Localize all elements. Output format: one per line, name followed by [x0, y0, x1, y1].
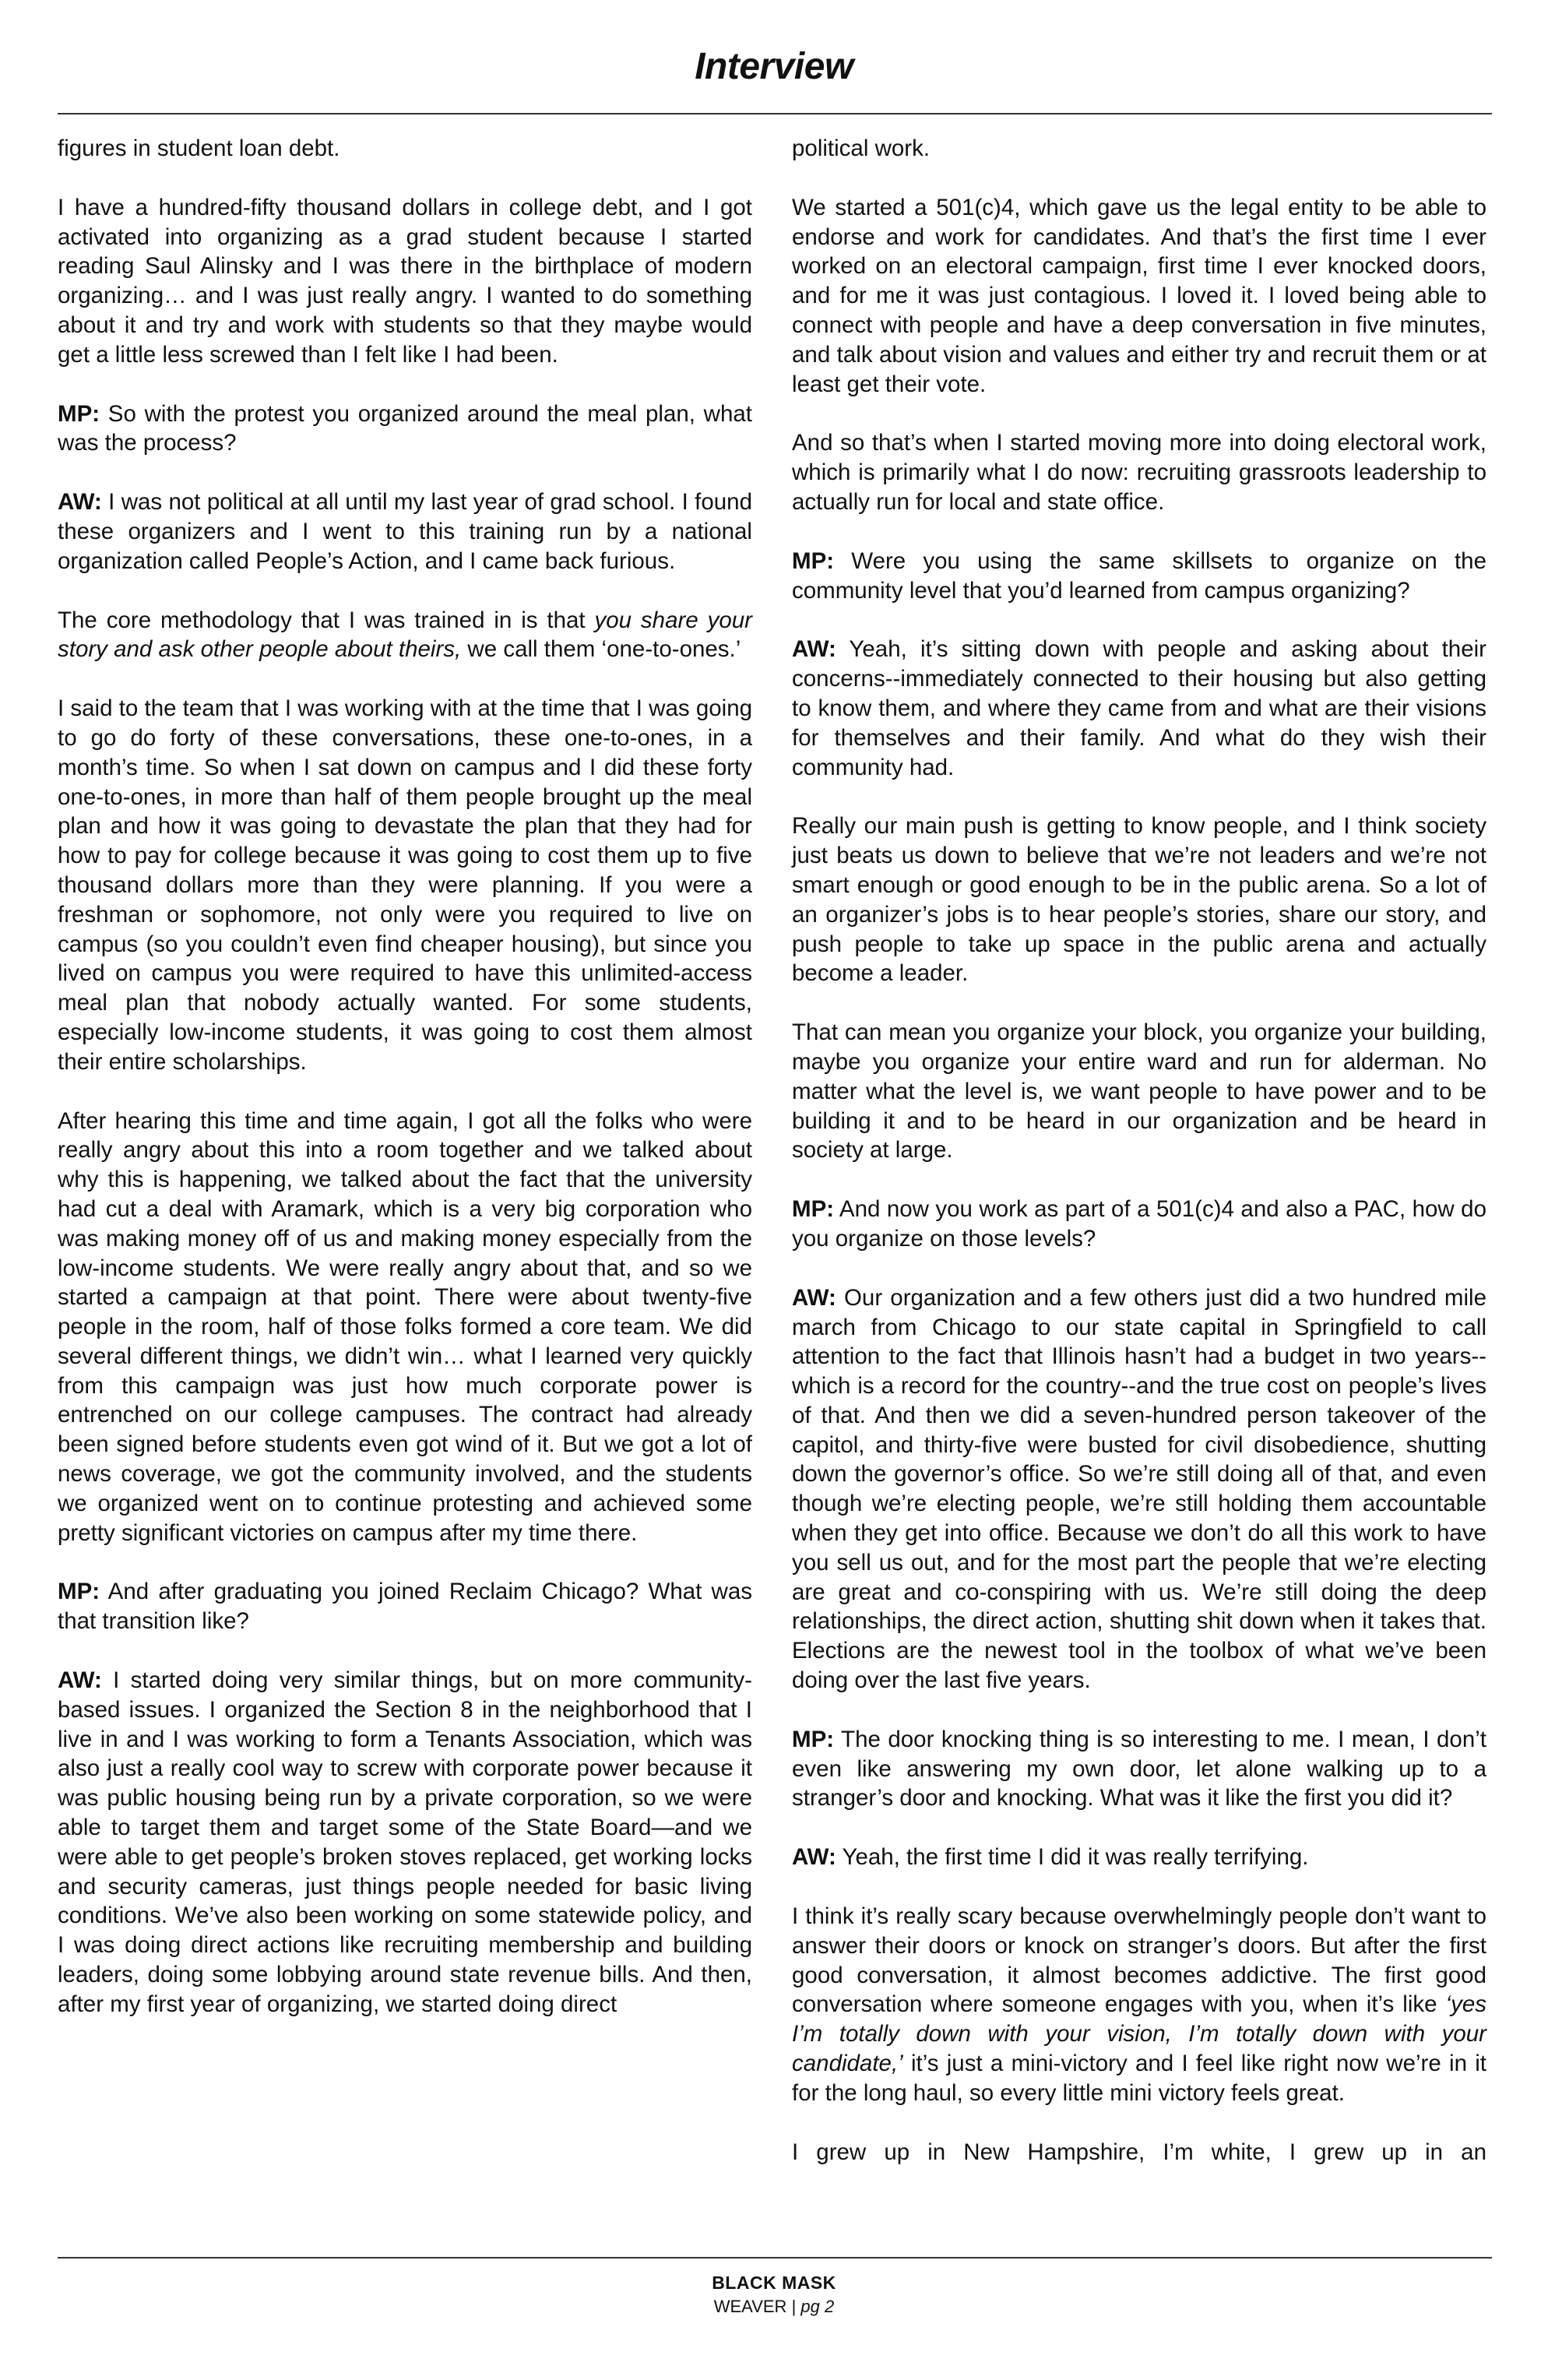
paragraph-text: And so that’s when I started moving more into doing electoral work, which is primarily what I do now: recruiting grassroots leadership to actually run for local and state office. [792, 430, 1486, 515]
paragraph-text: I think it’s really scary because overwhelmingly people don’t want to answer their doors or knock on stranger’s doors. But after the first good conversation, it almost becomes addictive. The first good conversation where someone engages with you, when it’s like [792, 1903, 1486, 2018]
right-column [792, 134, 1486, 2167]
paragraph-text: we call them ‘one-to-ones.’ [461, 636, 741, 663]
left-column [58, 134, 752, 2049]
paragraph-text: Yeah, the first time I did it was really terrifying. [836, 1844, 1309, 1871]
paragraph [792, 547, 1486, 606]
paragraph-text: it’s just a mini-victory and I feel like right now we’re in it for the long haul, so every little mini victory feels great. [792, 2051, 1486, 2106]
magazine-name: BLACK MASK [712, 2273, 836, 2293]
paragraph [58, 694, 752, 1076]
paragraph [58, 400, 752, 459]
paragraph [792, 1195, 1486, 1254]
paragraph-text: We started a 501(c)4, which gave us the legal entity to be able to endorse and work for candidates. And that’s the first time I ever worked on an electoral campaign, first time I ever knocked doors, and for me it was just contagious. I loved it. I loved being able to connect with people and have a deep conversation in five minutes, and talk about vision and values and either try and recruit them or at least get their vote. [792, 194, 1486, 397]
paragraph [792, 1843, 1486, 1872]
paragraph-text: I started doing very similar things, but on more community-based issues. I organized the Section 8 in the neighborhood that I live in and I was working to form a Tenants Association, which was also just a really cool way to screw with corporate power because it was public housing being run by a private corporation, so we were able to target them and target some of the State Board—and we were able to get people’s broken stoves replaced, get working locks and security cameras, just things people needed for basic living conditions. We’ve also been working on some statewide policy, and I was doing direct actions like recruiting membership and building leaders, doing some lobbying around state revenue bills. And then, after my first year of organizing, we started doing direct [58, 1667, 752, 2017]
paragraph [792, 1283, 1486, 1695]
speaker-label: MP: [792, 547, 835, 574]
byline [0, 2297, 1548, 2317]
paragraph [792, 134, 1486, 164]
paragraph [792, 1725, 1486, 1813]
paragraph [58, 488, 752, 576]
speaker-label: AW: [792, 1284, 836, 1311]
paragraph [792, 193, 1486, 400]
paragraph-text: Our organization and a few others just did a two hundred mile march from Chicago to our state capital in Springfield to call attention to the fact that Illinois hasn’t had a budget in two years--which is a record for the country--and the true cost on people’s lives of that. And then we did a seven-hundred person takeover of the capitol, and thirty-five were busted for civil disobedience, shutting down the governor’s office. So we’re still doing all of that, and even though we’re electing people, we’re still holding them accountable when they get into office. Because we don’t do all this work to have you sell us out, and for the most part the people that we’re electing are great and co-conspiring with us. We’re still doing the deep relationships, the direct action, shutting shit down when it takes that. Elections are the newest tool in the toolbox of what we’ve been doing over the last five years. [792, 1284, 1486, 1694]
footer [0, 2273, 1548, 2317]
speaker-label: AW: [792, 636, 836, 663]
paragraph-text: I was not political at all until my last year of grad school. I found these organizers and I went to this training run by a national organization called People’s Action, and I came back furious. [58, 489, 752, 574]
byline-page: pg 2 [800, 2297, 835, 2316]
paragraph-text: Were you using the same skillsets to organize on the community level that you’d learned from campus organizing? [792, 547, 1486, 604]
page-header-title: Interview [695, 46, 853, 87]
paragraph [58, 1577, 752, 1636]
paragraph-text: I have a hundred-fifty thousand dollars in college debt, and I got activated into organizing as a grad student because I started reading Saul Alinsky and I was there in the birthplace of modern organizing… and I was just really angry. I wanted to do something about it and try and work with students so that they maybe would get a little less screwed than I felt like I had been. [58, 194, 752, 368]
speaker-label: MP: [58, 400, 100, 427]
paragraph [58, 606, 752, 665]
speaker-label: AW: [58, 489, 102, 516]
paragraph-text: I grew up in New Hampshire, I’m white, I grew up in an [792, 2139, 1486, 2165]
paragraph [792, 635, 1486, 782]
byline-author: WEAVER [713, 2297, 787, 2316]
paragraph-emphasis: you share your story and ask other people about theirs, [58, 607, 752, 663]
paragraph-text: That can mean you organize your block, you organize your building, maybe you organize your entire ward and run for alderman. No matter what the level is, we want people to have power and to be building it and to be heard in our organization and be heard in society at large. [792, 1019, 1486, 1164]
paragraph-text: Really our main push is getting to know people, and I think society just beats us down to believe that we’re not leaders and we’re not smart enough or good enough to be in the public arena. So a lot of an organizer’s jobs is to hear people’s stories, share our story, and push people to take up space in the public arena and actually become a leader. [792, 813, 1486, 987]
paragraph-text: The core methodology that I was trained in is that [58, 607, 595, 633]
paragraph-text: The door knocking thing is so interesting to me. I mean, I don’t even like answering my own door, let alone walking up to a stranger’s door and knocking. What was it like the first you did it? [792, 1726, 1486, 1811]
paragraph [792, 812, 1486, 988]
paragraph-text: political work. [792, 136, 931, 161]
paragraph [792, 1018, 1486, 1165]
paragraph [58, 134, 752, 164]
byline-separator: | [791, 2297, 797, 2316]
footer-rule [58, 2257, 1492, 2259]
paragraph-text: So with the protest you organized around the meal plan, what was the process? [58, 400, 752, 456]
paragraph [58, 193, 752, 370]
paragraph [58, 1666, 752, 2019]
speaker-label: MP: [792, 1726, 835, 1752]
paragraph-text: And after graduating you joined Reclaim Chicago? What was that transition like? [58, 1579, 752, 1635]
paragraph-text: After hearing this time and time again, I got all the folks who were really angry about this into a room together and we talked about why this is happening, we talked about the fact that the university had cut a deal with Aramark, which is a very big corporation who was making money off of us and making money especially from the low-income students. We were really angry about that, and so we started a campaign at that point. There were about twenty-five people in the room, half of those folks formed a core team. We did several different things, we didn’t win… what I learned very quickly from this campaign was just how much corporate power is entrenched on our college campuses. The contract had already been signed before students even got wind of it. But we got a lot of news coverage, we got the community involved, and the students we organized went on to continue protesting and achieved some pretty significant victories on campus after my time there. [58, 1107, 752, 1546]
paragraph [792, 2138, 1486, 2167]
paragraph [792, 428, 1486, 516]
paragraph [58, 1107, 752, 1548]
paragraph [792, 1902, 1486, 2108]
paragraph-text: Yeah, it’s sitting down with people and asking about their concerns--immediately connected to their housing but also getting to know them, and where they came from and what are their visions for themselves and their family. And what do they wish their community had. [792, 636, 1486, 780]
speaker-label: MP: [792, 1196, 835, 1223]
paragraph-text: I said to the team that I was working with at the time that I was going to go do forty of these conversations, these one-to-ones, in a month’s time. So when I sat down on campus and I did these forty one-to-ones, in more than half of them people brought up the meal plan and how it was going to devastate the plan that they had for how to pay for college because it was going to cost them up to five thousand dollars more than they were planning. If you were a freshman or sophomore, not only were you required to live on campus (so you couldn’t even find cheaper housing), but since you lived on campus you were required to have this unlimited-access meal plan that nobody actually wanted. For some students, especially low-income students, it was going to cost them almost their entire scholarships. [58, 695, 753, 1075]
header-rule [58, 113, 1492, 114]
speaker-label: AW: [58, 1667, 102, 1694]
speaker-label: MP: [58, 1579, 100, 1605]
paragraph-emphasis: ‘yes I’m totally down with your vision, I’m totally down with your candidate,’ [792, 1991, 1486, 2077]
paragraph-text: And now you work as part of a 501(c)4 and also a PAC, how do you organize on those levels? [792, 1196, 1486, 1252]
speaker-label: AW: [792, 1844, 836, 1871]
paragraph-text: figures in student loan debt. [58, 136, 340, 161]
